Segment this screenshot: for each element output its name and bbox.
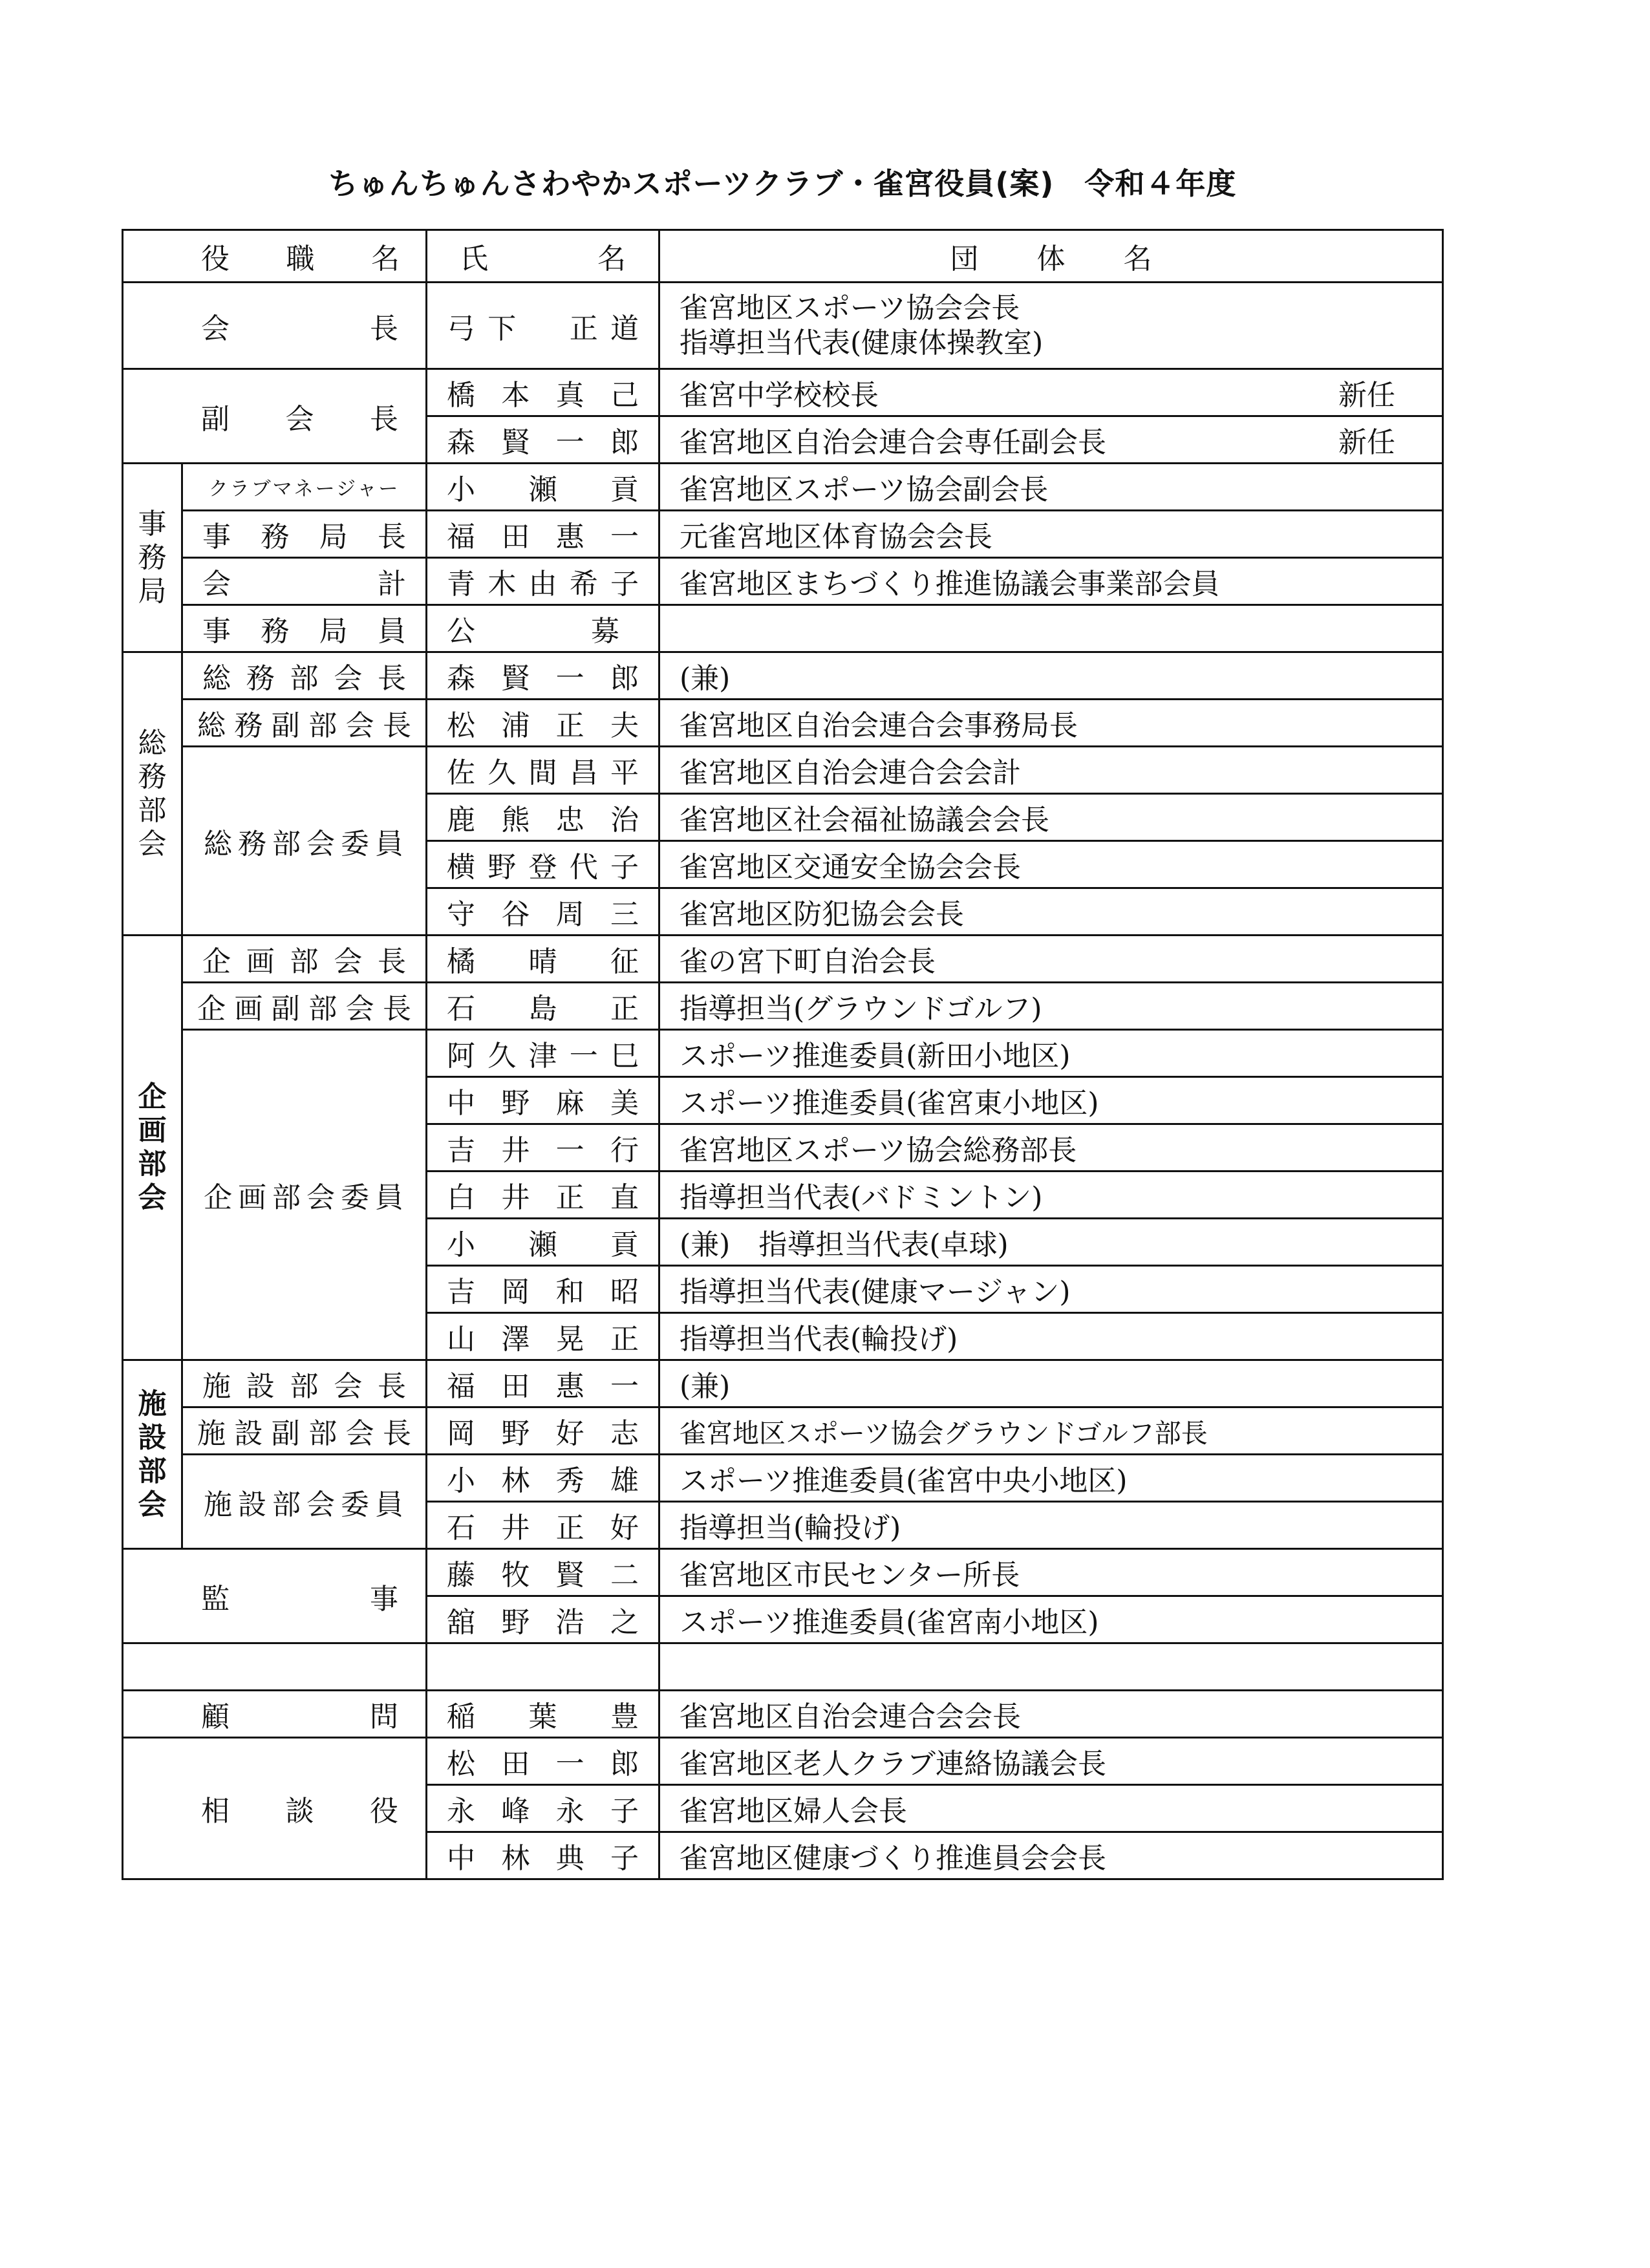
org-cell: スポーツ推進委員(雀宮東小地区) [659,1077,1443,1124]
org-cell: 雀宮地区自治会連合会会計 [659,747,1443,794]
org-cell: (兼) [659,652,1443,700]
table-row [123,652,1443,700]
role-cell: 監事 [123,1549,427,1643]
table-row [123,1030,1443,1077]
name-cell: 白井正直 [427,1171,659,1219]
org-cell: 指導担当代表(健康マージャン) [659,1266,1443,1313]
name-cell: 弓下 正道 [427,283,659,369]
name-cell: 松浦正夫 [427,700,659,747]
org-cell: 雀宮地区まちづくり推進協議会事業部会員 [659,558,1443,605]
org-cell: 指導担当代表(輪投げ) [659,1313,1443,1360]
header-org: 団体名 [659,230,1443,283]
org-cell: 雀宮地区市民センター所長 [659,1549,1443,1596]
role-cell: 相談役 [123,1738,427,1879]
org-cell: 雀宮地区交通安全協会会長 [659,841,1443,888]
org-cell: 雀宮地区老人クラブ連絡協議会長 [659,1738,1443,1785]
role-cell: 総務副部会長 [182,700,427,747]
new-appointment-note: 新任 [1338,426,1395,459]
table-row [123,1691,1443,1738]
name-cell: 永峰永子 [427,1785,659,1832]
role-cell: 施設部会長 [182,1360,427,1407]
name-cell: 守谷周三 [427,888,659,936]
table-row [123,1455,1443,1502]
name-cell: 石島正 [427,983,659,1030]
org-cell: 雀の宮下町自治会長 [659,936,1443,983]
table-row [123,747,1443,794]
role-cell: 総務部会長 [182,652,427,700]
org-cell [659,369,1443,416]
role-cell: クラブマネージャー [182,464,427,511]
name-cell: 稲葉豊 [427,1691,659,1738]
org-cell: スポーツ推進委員(雀宮中央小地区) [659,1455,1443,1502]
org-cell: 雀宮地区自治会連合会事務局長 [659,700,1443,747]
name-cell: 小瀬貢 [427,464,659,511]
role-cell: 企画部会委員 [182,1030,427,1360]
role-cell: 顧問 [123,1691,427,1738]
name-cell: 橘晴征 [427,936,659,983]
name-cell: 松田一郎 [427,1738,659,1785]
name-cell: 石井正好 [427,1502,659,1549]
name-cell: 橋本真己 [427,369,659,416]
role-cell: 会長 [123,283,427,369]
org-cell: 指導担当代表(バドミントン) [659,1171,1443,1219]
role-cell: 総務部会委員 [182,747,427,936]
org-text: 雀宮地区自治会連合会専任副会長 [680,426,1106,459]
table-row [123,283,1443,369]
header-name: 氏名 [427,230,659,283]
group-label-secretariat: 事 務 局 [123,464,182,652]
role-cell: 事務局員 [182,605,427,652]
table-row [123,511,1443,558]
name-cell: 阿久津一巳 [427,1030,659,1077]
table-row [123,558,1443,605]
group-label-facilities: 施 設 部 会 [123,1360,182,1549]
table-row [123,1407,1443,1455]
role-cell: 企画部会長 [182,936,427,983]
org-cell: スポーツ推進委員(雀宮南小地区) [659,1596,1443,1643]
org-cell: (兼) 指導担当代表(卓球) [659,1219,1443,1266]
name-cell: 青木由希子 [427,558,659,605]
role-cell: 事務局長 [182,511,427,558]
role-cell: 施設部会委員 [182,1455,427,1549]
table-row [123,1549,1443,1596]
group-label-planning: 企 画 部 会 [123,936,182,1360]
name-cell: 中林典子 [427,1832,659,1879]
name-cell: 藤牧賢二 [427,1549,659,1596]
name-cell: 横野登代子 [427,841,659,888]
name-cell: 中野麻美 [427,1077,659,1124]
document-title: ちゅんちゅんさわやかスポーツクラブ・雀宮役員(案) 令和４年度 [328,166,1237,201]
org-cell: 元雀宮地区体育協会会長 [659,511,1443,558]
org-cell: 雀宮地区自治会連合会会長 [659,1691,1443,1738]
name-cell: 鹿熊忠治 [427,794,659,841]
org-cell: 指導担当(グラウンドゴルフ) [659,983,1443,1030]
role-cell: 副会長 [123,369,427,464]
name-cell: 森賢一郎 [427,416,659,464]
org-cell: 指導担当(輪投げ) [659,1502,1443,1549]
blank-cell [659,1643,1443,1691]
header-role: 役職名 [123,230,427,283]
org-cell: (兼) [659,1360,1443,1407]
org-cell [659,283,1443,369]
org-cell: スポーツ推進委員(新田小地区) [659,1030,1443,1077]
name-cell: 小林秀雄 [427,1455,659,1502]
name-cell: 公募 [427,605,659,652]
org-cell: 雀宮地区スポーツ協会グラウンドゴルフ部長 [659,1407,1443,1455]
name-cell: 舘野浩之 [427,1596,659,1643]
table-row [123,983,1443,1030]
org-cell: 雀宮地区スポーツ協会副会長 [659,464,1443,511]
table-row [123,936,1443,983]
name-cell: 吉井一行 [427,1124,659,1171]
role-cell: 企画副部会長 [182,983,427,1030]
org-line: 雀宮地区スポーツ協会会長 [680,291,1020,325]
role-cell: 会計 [182,558,427,605]
org-cell: 雀宮地区健康づくり推進員会会長 [659,1832,1443,1879]
header-row [123,230,1443,283]
name-cell: 森賢一郎 [427,652,659,700]
name-cell: 山澤晃正 [427,1313,659,1360]
blank-row [123,1643,1443,1691]
role-cell: 施設副部会長 [182,1407,427,1455]
org-cell: 雀宮地区婦人会長 [659,1785,1443,1832]
table-row [123,700,1443,747]
group-label-general-affairs: 総 務 部 会 [123,652,182,936]
officers-table [122,229,1444,1880]
org-cell: 雀宮地区スポーツ協会総務部長 [659,1124,1443,1171]
name-cell: 岡野好志 [427,1407,659,1455]
name-cell: 吉岡和昭 [427,1266,659,1313]
org-cell [659,605,1443,652]
table-row [123,464,1443,511]
org-line: 指導担当代表(健康体操教室) [680,326,1044,359]
name-cell: 佐久間昌平 [427,747,659,794]
new-appointment-note: 新任 [1338,379,1395,412]
name-cell: 福田惠一 [427,1360,659,1407]
table-row [123,369,1443,416]
blank-cell [427,1643,659,1691]
table-row [123,1360,1443,1407]
table-row [123,605,1443,652]
org-cell: 雀宮地区防犯協会会長 [659,888,1443,936]
org-cell [659,416,1443,464]
org-cell: 雀宮地区社会福祉協議会会長 [659,794,1443,841]
name-cell: 小瀬貢 [427,1219,659,1266]
name-cell: 福田惠一 [427,511,659,558]
org-text: 雀宮中学校校長 [680,379,879,412]
blank-cell [123,1643,427,1691]
table-row [123,1738,1443,1785]
